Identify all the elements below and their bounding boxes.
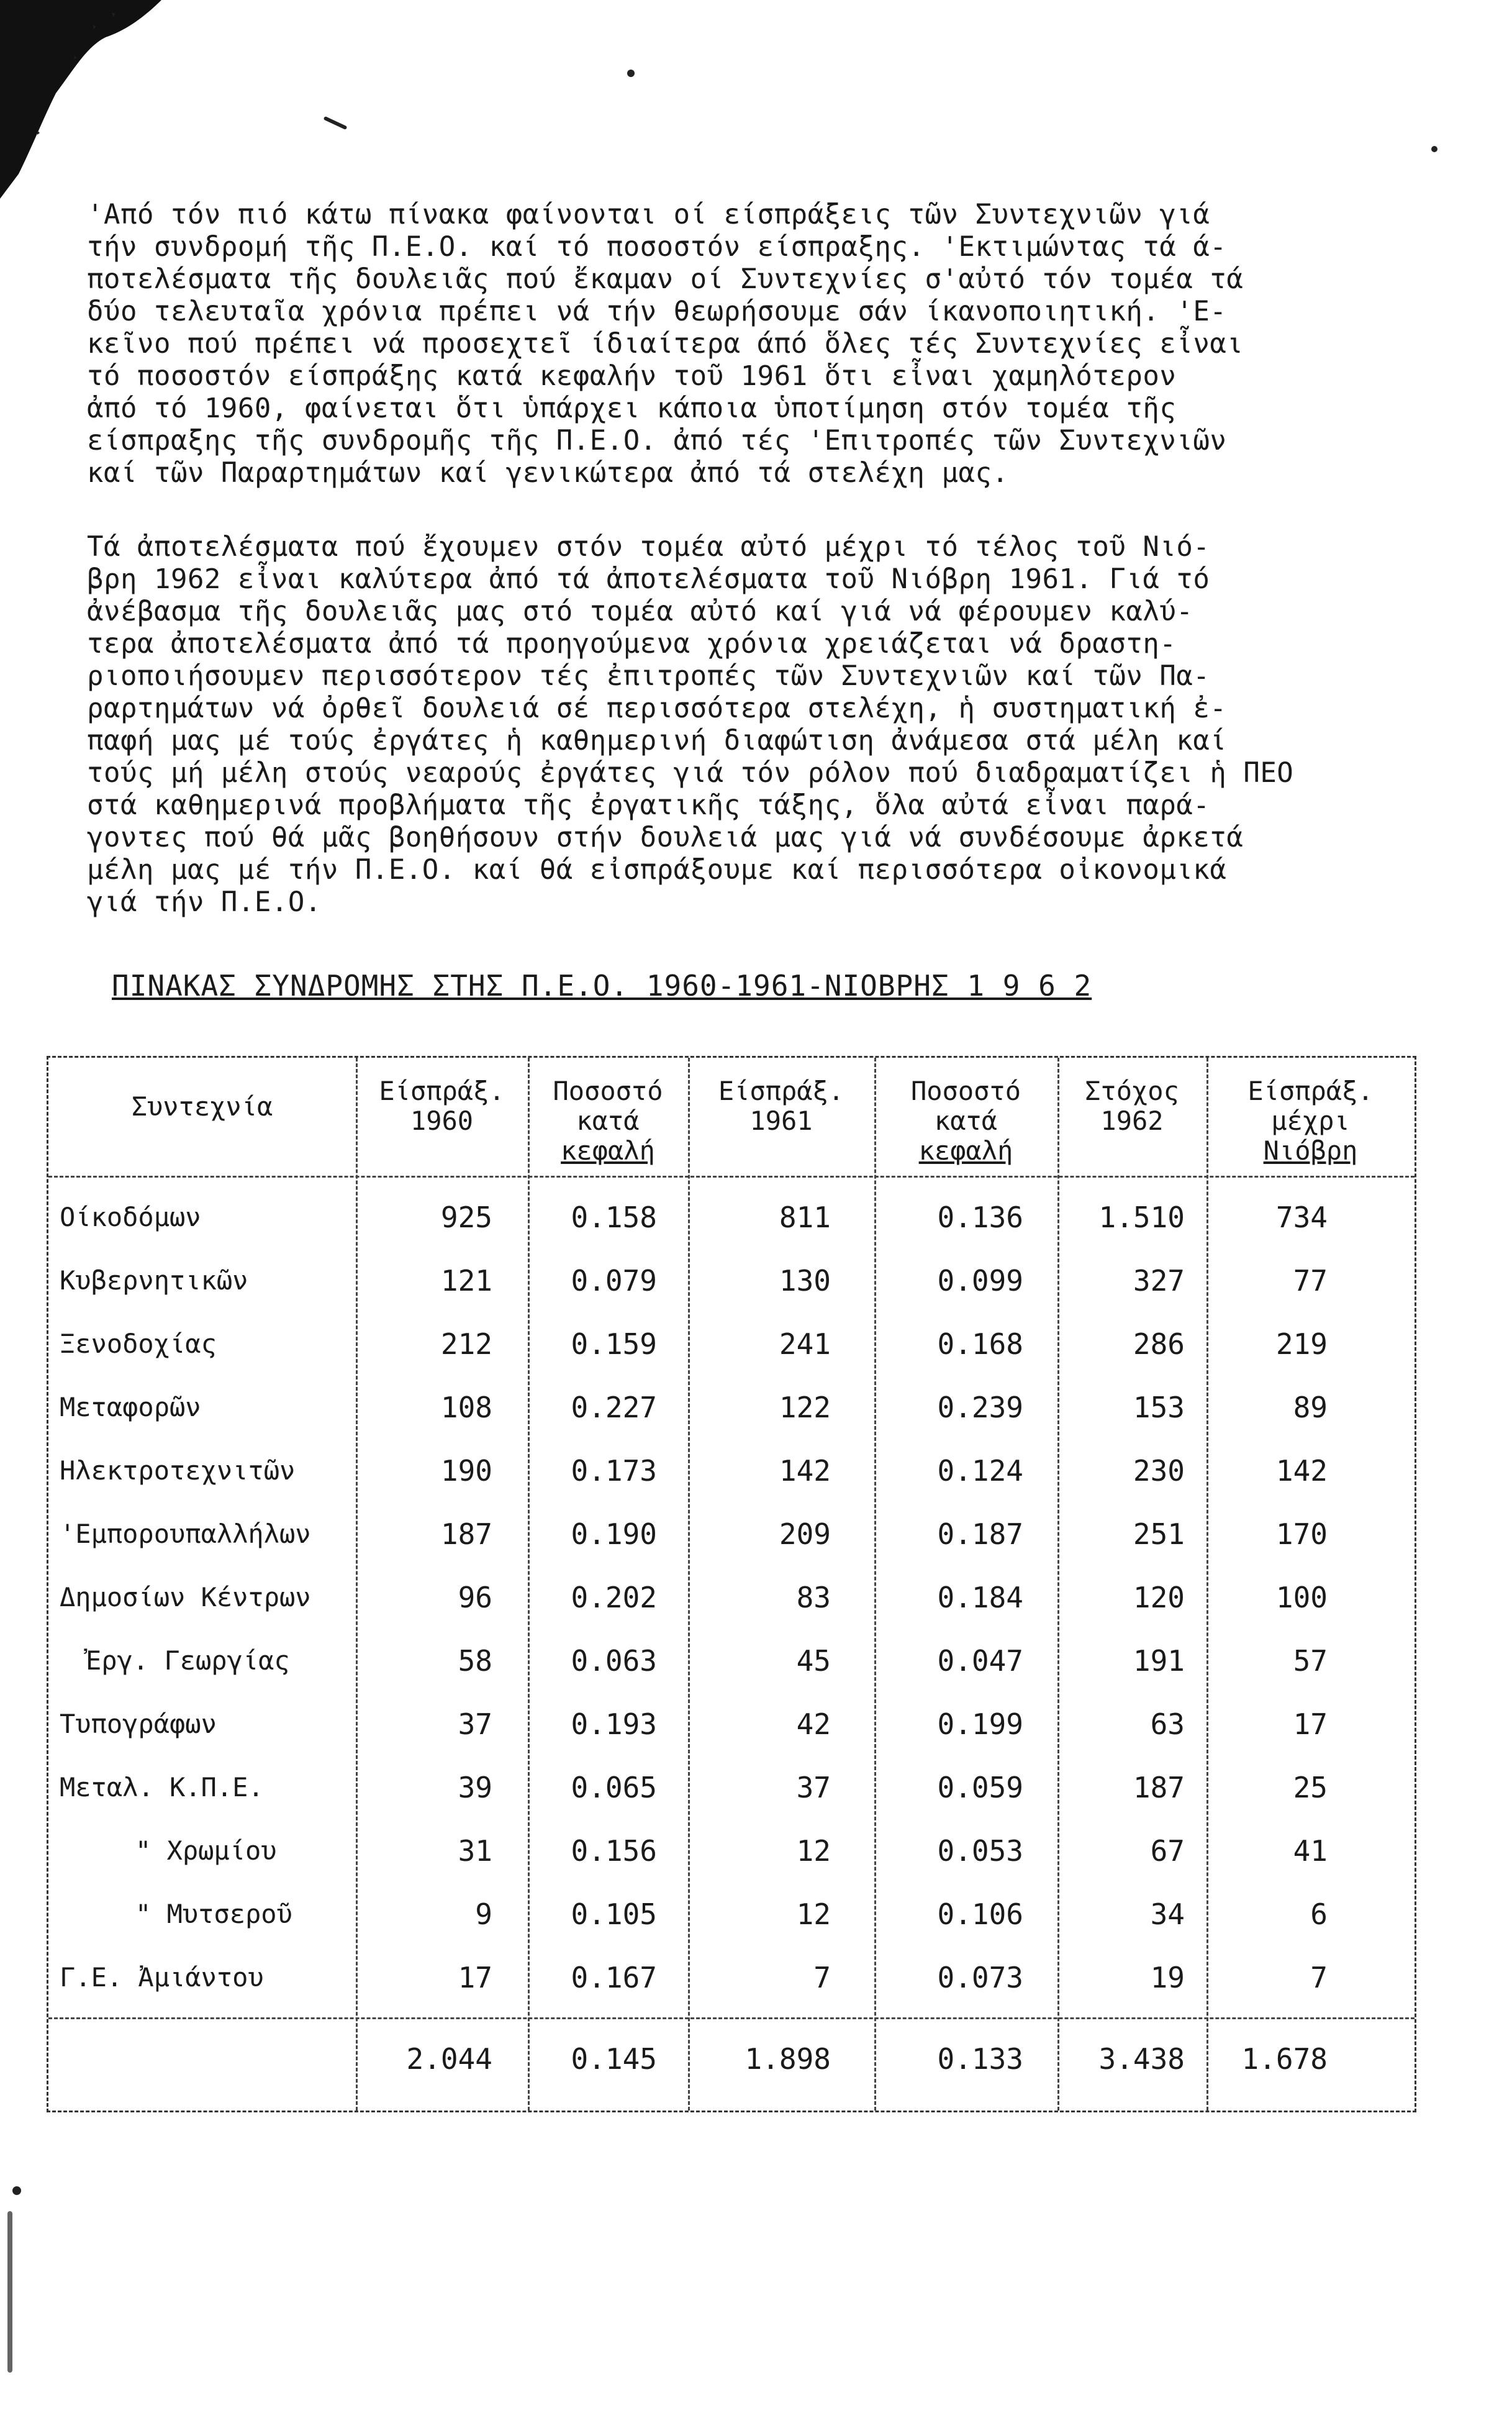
cell-receipts-november: 142 [1275,1454,1328,1488]
header-rate-1961 [874,1076,1057,1166]
cell-receipts-november: 89 [1293,1391,1328,1424]
cell-receipts-1960: 212 [440,1327,492,1361]
cell-target-1962: 1.510 [1098,1201,1185,1234]
cell-rate-1960: 0.079 [571,1264,657,1297]
text-line: δύο τελευταῖα χρόνια πρέπει νά τήν θεωρήσουμε σάν ίκανοποιητική. 'Ε- [87,296,1227,327]
cell-rate-1960: 0.202 [571,1581,657,1614]
cell-rate-1961: 0.124 [937,1454,1023,1488]
cell-union: Ἐργ. Γεωργίας [86,1645,290,1676]
cell-receipts-november: 41 [1293,1834,1328,1868]
cell-target-1962: 187 [1133,1771,1185,1804]
cell-total-receipts-1960: 2.044 [406,2042,492,2076]
cell-union: Οίκοδόμων [60,1202,201,1232]
cell-receipts-1961: 45 [796,1644,831,1678]
scan-speck [324,116,348,130]
cell-target-1962: 19 [1150,1961,1185,1994]
scan-speck [1431,146,1437,152]
cell-receipts-november: 100 [1275,1581,1328,1614]
cell-union: Μεταφορῶν [60,1392,201,1422]
cell-rate-1960: 0.173 [571,1454,657,1488]
header-target-1962 [1057,1076,1206,1136]
cell-rate-1961: 0.239 [937,1391,1023,1424]
cell-target-1962: 120 [1133,1581,1185,1614]
cell-receipts-1961: 83 [796,1581,831,1614]
table-row [48,1248,1415,1312]
header-receipts-1961 [688,1076,874,1136]
cell-receipts-1960: 96 [458,1581,492,1614]
header-text: Είσπράξ. [1247,1076,1374,1106]
cell-receipts-1960: 925 [440,1201,492,1234]
cell-receipts-november: 25 [1293,1771,1328,1804]
table-row [48,1629,1415,1692]
totals-row [48,2027,1415,2090]
cell-rate-1960: 0.193 [571,1707,657,1741]
table-row [48,1565,1415,1629]
cell-target-1962: 327 [1133,1264,1185,1297]
cell-receipts-1960: 31 [458,1834,492,1868]
cell-rate-1961: 0.099 [937,1264,1023,1297]
header-text: Είσπράξ. [718,1076,844,1106]
text-line: ἀνέβασμα τῆς δουλειᾶς μας στό τομέα αὐτό καί γιά νά φέρουμεν καλύ- [87,596,1193,627]
cell-union: 'Εμπορουπαλλήλων [60,1519,311,1549]
text-line: τό ποσοστόν είσπράξης κατά κεφαλήν τοῦ 1961 ὅτι εἶναι χαμηλότερον [87,360,1177,392]
cell-union: Τυπογράφων [60,1709,217,1739]
text-line: καί τῶν Παραρτημάτων καί γενικώτερα ἀπό τά στελέχη μας. [87,457,1009,489]
text-line: κεῖνο πού πρέπει νά προσεχτεῖ ίδιαίτερα άπό ὅλες τές Συντεχνίες εἶναι [87,328,1244,360]
cell-union: Ξενοδοχίας [60,1329,217,1359]
cell-receipts-1961: 241 [779,1327,831,1361]
cell-totals-label [60,2040,383,2078]
table-row [48,1755,1415,1819]
cell-rate-1961: 0.053 [937,1834,1023,1868]
cell-rate-1961: 0.199 [937,1707,1023,1741]
scan-speck [12,2186,21,2195]
cell-target-1962: 63 [1150,1707,1185,1741]
scan-speck [627,70,635,77]
cell-rate-1960: 0.105 [571,1897,657,1931]
cell-target-1962: 286 [1133,1327,1185,1361]
cell-receipts-1960: 9 [475,1897,492,1931]
cell-target-1962: 191 [1133,1644,1185,1678]
cell-receipts-1960: 37 [458,1707,492,1741]
cell-union: Ηλεκτροτεχνιτῶν [60,1455,296,1486]
cell-receipts-1960: 121 [440,1264,492,1297]
cell-receipts-1961: 122 [779,1391,831,1424]
cell-receipts-1960: 190 [440,1454,492,1488]
header-text: μέχρι [1271,1106,1350,1136]
text-line: παφή μας μέ τούς ἐργάτες ἡ καθημερινή διαφώτιση ἀνάμεσα στά μέλη καί [87,725,1227,757]
cell-rate-1961: 0.168 [937,1327,1023,1361]
table-row [48,1882,1415,1945]
cell-receipts-1960: 187 [440,1517,492,1551]
cell-target-1962: 251 [1133,1517,1185,1551]
table-row [48,1185,1415,1248]
header-text: Συντεχνία [131,1091,273,1122]
cell-receipts-1961: 142 [779,1454,831,1488]
text-line: ραρτημάτων νά ὀρθεῖ δουλειά σέ περισσότερα στελέχη, ἡ συστηματική ἐ- [87,693,1227,724]
cell-rate-1960: 0.156 [571,1834,657,1868]
totals-divider [48,2017,1415,2019]
cell-receipts-1960: 58 [458,1644,492,1678]
cell-rate-1960: 0.227 [571,1391,657,1424]
table-row [48,1945,1415,2009]
cell-total-receipts-1961: 1.898 [745,2042,831,2076]
cell-rate-1961: 0.059 [937,1771,1023,1804]
header-text: 1962 [1100,1106,1164,1136]
header-text: Ποσοστό [553,1076,663,1106]
text-line: είσπραξης τῆς συνδρομῆς τῆς Π.Ε.Ο. ἀπό τές 'Επιτροπές τῶν Συντεχνιῶν [87,425,1227,457]
text-line: τούς μή μέλη στούς νεαρούς ἐργάτες γιά τόν ρόλον πού διαδραματίζει ἡ ΠΕΟ [87,757,1294,789]
scan-noise-corner [0,0,161,199]
text-line: γοντες πού θά μᾶς βοηθήσουν στήν δουλειά μας γιά νά συνδέσουμε ἀρκετά [87,822,1244,853]
cell-union: Γ.Ε. Ἀμιάντου [60,1962,264,1993]
cell-rate-1961: 0.073 [937,1961,1023,1994]
table-title: ΠΙΝΑΚΑΣ ΣΥΝΔΡΟΜΗΣ ΣΤΗΣ Π.Ε.Ο. 1960-1961-ΝΙΟΒΡΗΣ 1 9 6 2 [112,969,1092,1002]
cell-total-rate-1961: 0.133 [937,2042,1023,2076]
cell-rate-1960: 0.167 [571,1961,657,1994]
cell-rate-1961: 0.187 [937,1517,1023,1551]
cell-receipts-1961: 811 [779,1201,831,1234]
cell-union: " Χρωμίου [135,1835,277,1866]
header-receipts-november [1206,1076,1415,1166]
cell-target-1962: 230 [1133,1454,1185,1488]
header-text: Είσπράξ. [379,1076,505,1106]
header-text: κατά [934,1106,998,1136]
text-line: ἀπό τό 1960, φαίνεται ὅτι ὑπάρχει κάποια ὑποτίμηση στόν τομέα τῆς [87,393,1177,424]
second-paragraph [87,531,1422,919]
cell-rate-1960: 0.158 [571,1201,657,1234]
cell-rate-1961: 0.136 [937,1201,1023,1234]
table-row [48,1375,1415,1438]
cell-receipts-november: 77 [1293,1264,1328,1297]
text-line: τερα ἀποτελέσματα ἀπό τά προηγούμενα χρόνια χρειάζεται νά δραστη- [87,628,1177,660]
cell-receipts-november: 219 [1275,1327,1328,1361]
cell-receipts-november: 57 [1293,1644,1328,1678]
text-line: ποτελέσματα τῆς δουλειᾶς πού ἔκαμαν οί Συντεχνίες σ'αὐτό τόν τομέα τά [87,263,1244,295]
cell-receipts-november: 6 [1310,1897,1328,1931]
text-line: βρη 1962 εἶναι καλύτερα ἀπό τά ἀποτελέσματα τοῦ Νιόβρη 1961. Γιά τό [87,563,1210,595]
text-line: στά καθημερινά προβλήματα τῆς ἐργατικῆς τάξης, ὅλα αὐτά εἶναι παρά- [87,789,1210,821]
cell-rate-1960: 0.159 [571,1327,657,1361]
header-text: 1960 [410,1106,474,1136]
cell-total-rate-1960: 0.145 [571,2042,657,2076]
text-line: Τά ἀποτελέσματα πού ἔχουμεν στόν τομέα αὐτό μέχρι τό τέλος τοῦ Νιό- [87,531,1210,563]
subscription-table [47,1056,1416,2112]
cell-receipts-1961: 42 [796,1707,831,1741]
cell-union: Κυβερνητικῶν [60,1265,248,1296]
table-row [48,1438,1415,1502]
cell-union: Δημοσίων Κέντρων [60,1582,311,1612]
cell-target-1962: 153 [1133,1391,1185,1424]
header-text: 1961 [749,1106,813,1136]
header-rate-1960 [528,1076,688,1166]
header-receipts-1960 [356,1076,528,1136]
intro-paragraph [87,199,1422,489]
cell-receipts-1960: 108 [440,1391,492,1424]
cell-receipts-1960: 39 [458,1771,492,1804]
header-trade-union [48,1092,356,1122]
cell-rate-1960: 0.063 [571,1644,657,1678]
cell-rate-1960: 0.065 [571,1771,657,1804]
table-row [48,1312,1415,1375]
cell-receipts-1960: 17 [458,1961,492,1994]
cell-union: " Μυτσεροῦ [135,1899,292,1929]
cell-receipts-1961: 12 [796,1897,831,1931]
header-text: Στόχος [1085,1076,1179,1106]
cell-rate-1961: 0.184 [937,1581,1023,1614]
table-row [48,1692,1415,1755]
header-text: κατά [576,1106,640,1136]
cell-receipts-november: 17 [1293,1707,1328,1741]
cell-receipts-1961: 209 [779,1517,831,1551]
cell-total-receipts-november: 1.678 [1241,2042,1328,2076]
text-line: 'Από τόν πιό κάτω πίνακα φαίνονται οί είσπράξεις τῶν Συντεχνιῶν γιά [87,199,1210,230]
cell-rate-1961: 0.106 [937,1897,1023,1931]
text-line: μέλη μας μέ τήν Π.Ε.Ο. καί θά εἰσπράξουμε καί περισσότερα οἰκονομικά [87,854,1227,886]
cell-target-1962: 34 [1150,1897,1185,1931]
text-line: ριοποιήσουμεν περισσότερον τές ἐπιτροπές τῶν Συντεχνιῶν καί τῶν Πα- [87,660,1210,692]
text-line: τήν συνδρομή τῆς Π.Ε.Ο. καί τό ποσοστόν είσπραξης. 'Εκτιμώντας τά ά- [87,231,1227,263]
cell-target-1962: 67 [1150,1834,1185,1868]
table-row [48,1502,1415,1565]
header-text: κεφαλή [561,1135,655,1166]
text-line: γιά τήν Π.Ε.Ο. [87,886,322,918]
cell-receipts-november: 734 [1275,1201,1328,1234]
header-text: Νιόβρη [1263,1135,1358,1166]
cell-receipts-1961: 37 [796,1771,831,1804]
cell-rate-1961: 0.047 [937,1644,1023,1678]
cell-receipts-1961: 12 [796,1834,831,1868]
table-row [48,1819,1415,1882]
header-text: κεφαλή [918,1135,1013,1166]
cell-receipts-1961: 130 [779,1264,831,1297]
cell-rate-1960: 0.190 [571,1517,657,1551]
cell-receipts-1961: 7 [813,1961,831,1994]
cell-union: Μεταλ. Κ.Π.Ε. [60,1772,264,1802]
scan-speck [7,2211,12,2373]
cell-receipts-november: 170 [1275,1517,1328,1551]
header-divider [48,1176,1415,1178]
cell-total-target-1962: 3.438 [1098,2042,1185,2076]
header-text: Ποσοστό [910,1076,1021,1106]
cell-receipts-november: 7 [1310,1961,1328,1994]
